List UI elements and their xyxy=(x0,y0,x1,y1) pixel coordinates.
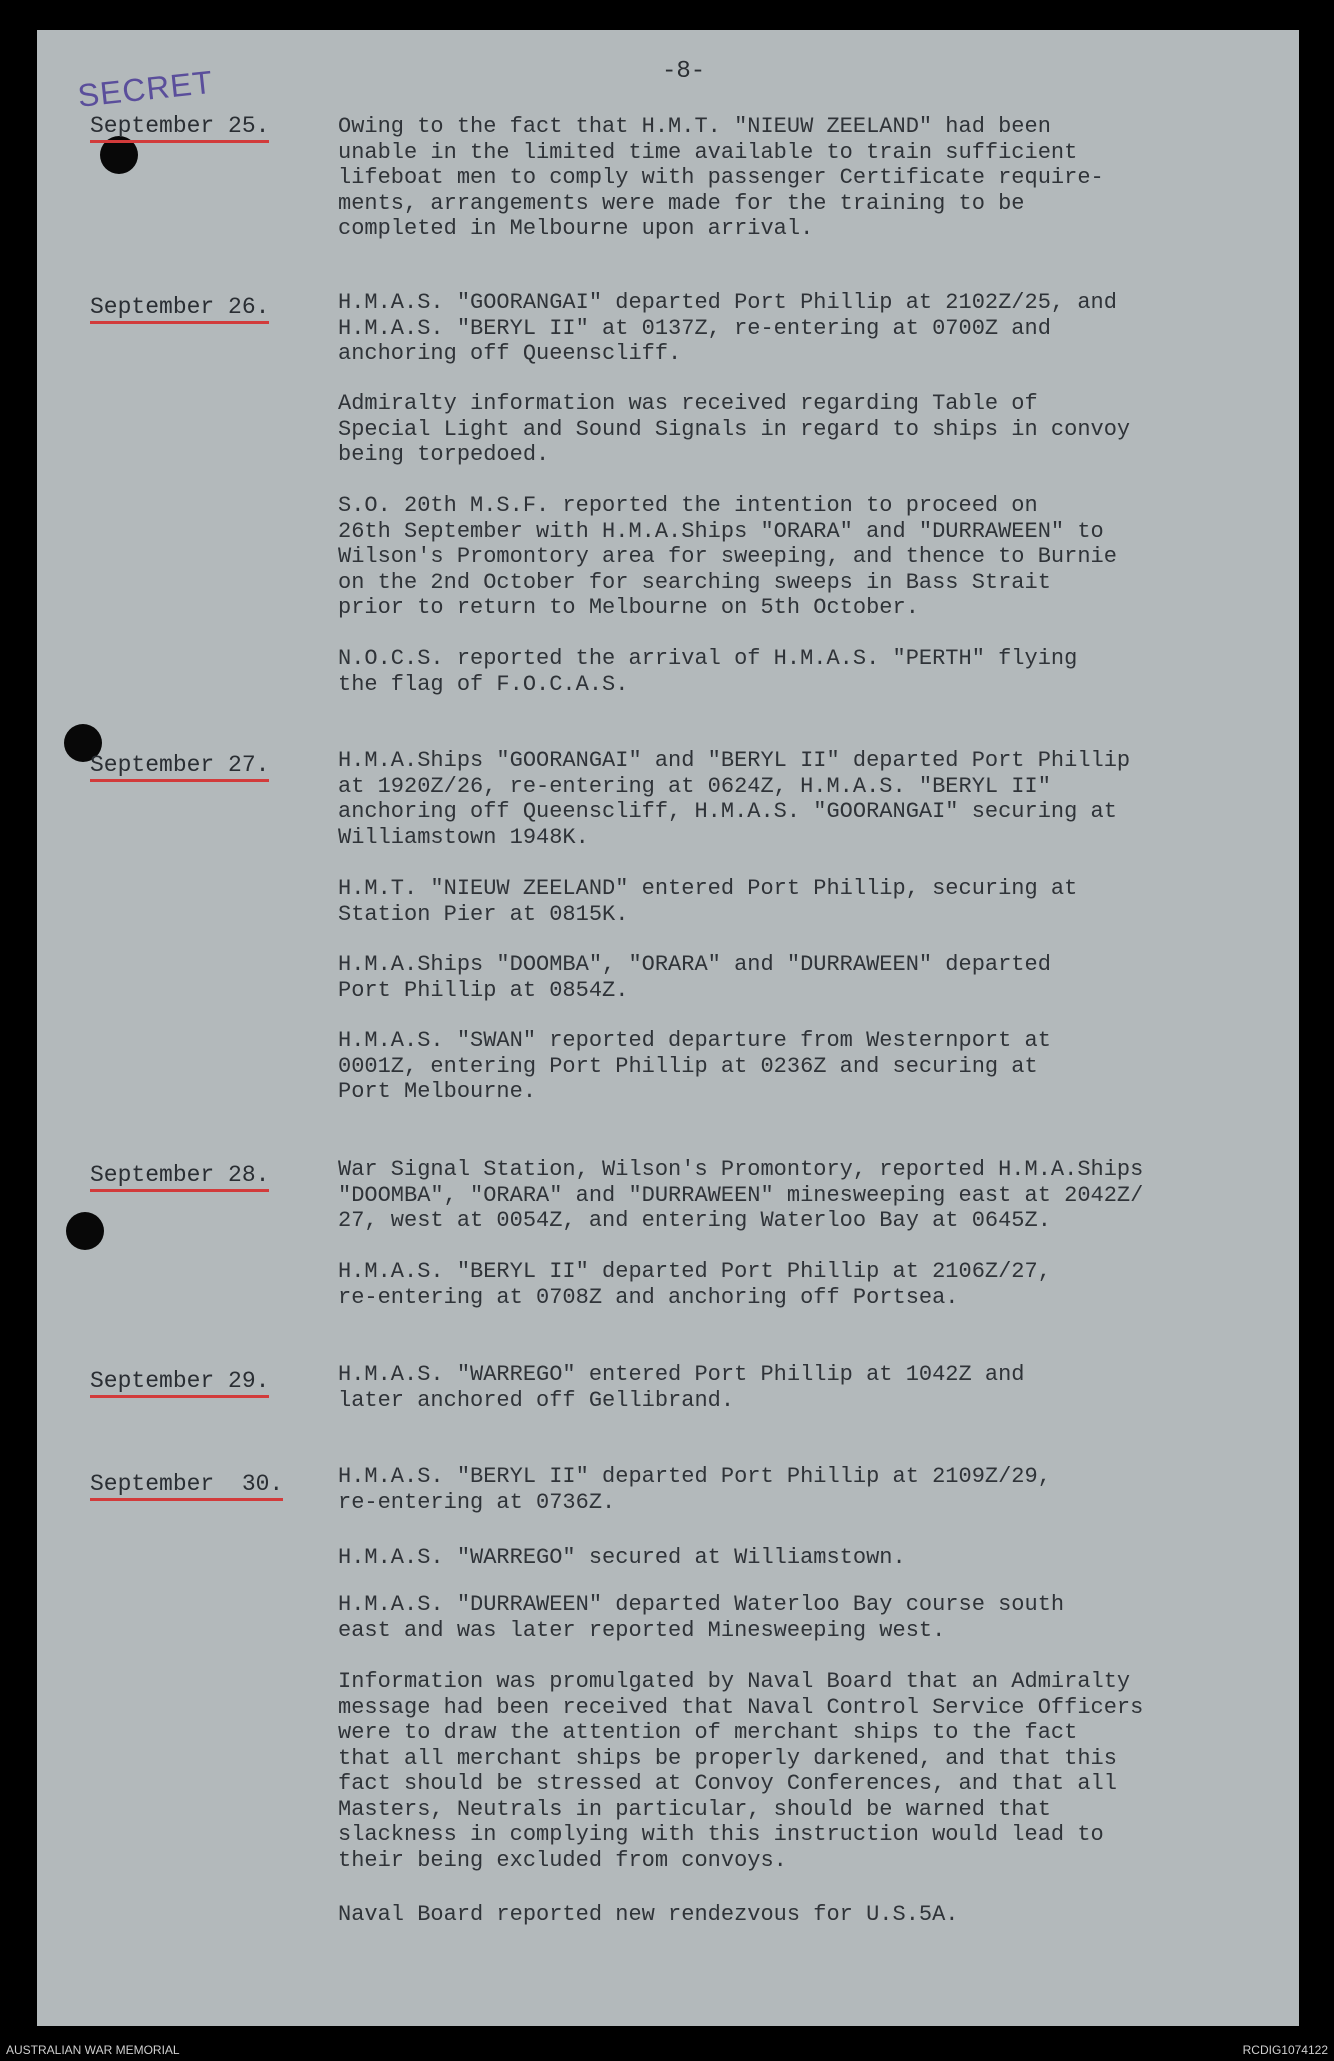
entry-paragraph: War Signal Station, Wilson's Promontory, reported H.M.A.Ships "DOOMBA", "ORARA" and "DURRAWEEN" minesweeping east at 2042Z/ 27, west at 0054Z, and entering Waterloo Bay at 0645Z. xyxy=(338,1157,1144,1233)
entry-paragraph: H.M.A.S. "BERYL II" departed Port Phillip at 2109Z/29, re-entering at 0736Z. xyxy=(338,1464,1051,1515)
entry-paragraph: H.M.A.S. "SWAN" reported departure from Westernport at 0001Z, entering Port Phillip at 0236Z and securing at Port Melbourne. xyxy=(338,1028,1051,1104)
entry-paragraph: H.M.A.Ships "DOOMBA", "ORARA" and "DURRAWEEN" departed Port Phillip at 0854Z. xyxy=(338,952,1051,1003)
entry-paragraph: H.M.A.S. "GOORANGAI" departed Port Phillip at 2102Z/25, and H.M.A.S. "BERYL II" at 0137Z, re-entering at 0700Z and anchoring off Queenscliff. xyxy=(338,290,1117,366)
entry-paragraph: Owing to the fact that H.M.T. "NIEUW ZEELAND" had been unable in the limited time available to train sufficient lifeboat men to comply with passenger Certificate require- ments, arrangements were made for the training to be completed in Melbourne upon arrival. xyxy=(338,114,1104,241)
entry-date: September 28. xyxy=(90,1163,269,1192)
entry-date: September 27. xyxy=(90,753,269,782)
entry-date: September 25. xyxy=(90,114,269,143)
secret-stamp: SECRET xyxy=(76,63,215,114)
entry-paragraph: H.M.T. "NIEUW ZEELAND" entered Port Phillip, securing at Station Pier at 0815K. xyxy=(338,876,1078,927)
punch-hole xyxy=(66,1212,104,1250)
footer-archive-name: AUSTRALIAN WAR MEMORIAL xyxy=(6,2043,180,2057)
entry-date: September 29. xyxy=(90,1369,269,1398)
page-number: -8- xyxy=(662,58,706,85)
entry-date: September 30. xyxy=(90,1472,283,1501)
entry-paragraph: H.M.A.S. "DURRAWEEN" departed Waterloo Bay course south east and was later reported Minesweeping west. xyxy=(338,1592,1065,1643)
entry-paragraph: Naval Board reported new rendezvous for U.S.5A. xyxy=(338,1902,959,1927)
entry-paragraph: H.M.A.S. "BERYL II" departed Port Phillip at 2106Z/27, re-entering at 0708Z and anchoring off Portsea. xyxy=(338,1259,1051,1310)
entry-date: September 26. xyxy=(90,295,269,324)
entry-paragraph: S.O. 20th M.S.F. reported the intention to proceed on 26th September with H.M.A.Ships "ORARA" and "DURRAWEEN" to Wilson's Promontory area for sweeping, and thence to Burnie on the 2nd October for searching sweeps in Bass Strait prior to return to Melbourne on 5th October. xyxy=(338,493,1117,620)
entry-paragraph: N.O.C.S. reported the arrival of H.M.A.S. "PERTH" flying the flag of F.O.C.A.S. xyxy=(338,646,1078,697)
entry-paragraph: Information was promulgated by Naval Board that an Admiralty message had been received that Naval Control Service Officers were to draw the attention of merchant ships to the fact that all merchant ships be properly darkened, and that this fact should be stressed at Convoy Conferences, and that all Masters, Neutrals in particular, should be warned that slackness in complying with this instruction would lead to their being excluded from convoys. xyxy=(338,1669,1144,1873)
entry-paragraph: Admiralty information was received regarding Table of Special Light and Sound Signals in regard to ships in convoy being torpedoed. xyxy=(338,391,1131,467)
entry-paragraph: H.M.A.Ships "GOORANGAI" and "BERYL II" departed Port Phillip at 1920Z/26, re-entering at 0624Z, H.M.A.S. "BERYL II" anchoring off Queenscliff, H.M.A.S. "GOORANGAI" securing at Williamstown 1948K. xyxy=(338,748,1131,850)
footer-record-id: RCDIG1074122 xyxy=(1242,2043,1328,2057)
entry-paragraph: H.M.A.S. "WARREGO" entered Port Phillip at 1042Z and later anchored off Gellibrand. xyxy=(338,1362,1025,1413)
entry-paragraph: H.M.A.S. "WARREGO" secured at Williamstown. xyxy=(338,1545,906,1570)
